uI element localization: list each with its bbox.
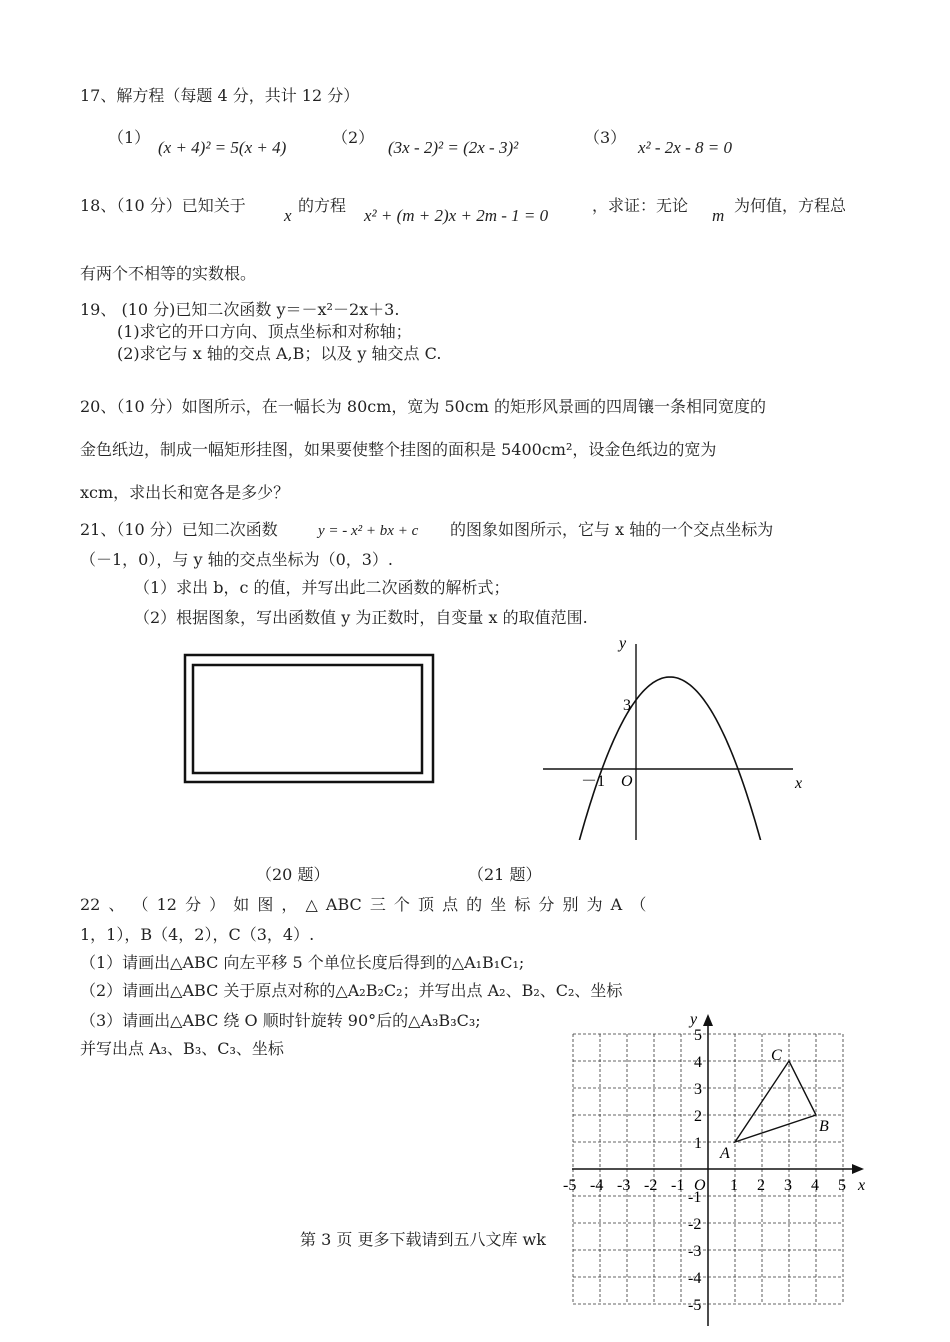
q20-line1: 20、（10 分）如图所示，在一幅长为 80cm，宽为 50cm 的矩形风景画的四周镶一条相同宽度的 xyxy=(80,397,767,416)
vertex-label-b: B xyxy=(819,1118,829,1135)
q17-num-1: （1） xyxy=(108,128,151,147)
q17-title: 17、解方程（每题 4 分，共计 12 分） xyxy=(80,86,360,105)
x-tick-label: -5 xyxy=(563,1177,577,1194)
x-tick-label: -3 xyxy=(617,1177,631,1194)
vertex-label-c: C xyxy=(771,1047,782,1064)
q21-line2: （－1，0），与 y 轴的交点坐标为（0，3）. xyxy=(80,550,394,569)
y-tick-label: -3 xyxy=(688,1243,702,1260)
origin-label: O xyxy=(621,773,633,790)
y-tick-label: 4 xyxy=(694,1054,702,1071)
y-tick-label: 2 xyxy=(694,1108,702,1125)
frame-outer xyxy=(185,655,433,782)
grid-origin: O xyxy=(694,1177,706,1194)
y-tick-label: 3 xyxy=(694,1081,702,1098)
q20-line2: 金色纸边，制成一幅矩形挂图，如果要使整个挂图的面积是 5400cm²，设金色纸边的宽为 xyxy=(80,440,717,459)
y-tick-label: 1 xyxy=(694,1135,702,1152)
q17-equation-3: x² - 2x - 8 = 0 xyxy=(638,138,732,157)
q22-line1: 22 、 （ 12 分 ） 如 图 ， △ ABC 三 个 顶 点 的 坐 标 分 别 为 A （ xyxy=(80,895,647,914)
grid-x-label: x xyxy=(858,1177,866,1194)
q18-equation: x² + (m + 2)x + 2m - 1 = 0 xyxy=(364,206,549,225)
q18-var-m: m xyxy=(712,206,725,225)
q19-part1: (1)求它的开口方向、顶点坐标和对称轴； xyxy=(117,322,412,341)
q19-part2: (2)求它与 x 轴的交点 A,B；以及 y 轴交点 C. xyxy=(117,344,442,363)
q21-line1b: 的图象如图所示，它与 x 轴的一个交点坐标为 xyxy=(450,520,774,539)
tick-label-neg1: －1 xyxy=(581,773,606,790)
x-tick-label: 2 xyxy=(757,1177,765,1194)
q18-mid: 的方程 xyxy=(298,196,347,215)
x-axis-arrow xyxy=(852,1164,864,1174)
triangle-abc xyxy=(735,1061,816,1142)
q19-title: 19、 (10 分)已知二次函数 y＝－x²－2x＋3. xyxy=(80,300,400,319)
q18-tail2: 为何值，方程总 xyxy=(734,196,847,215)
q18-line2: 有两个不相等的实数根。 xyxy=(80,264,257,283)
x-tick-label: -1 xyxy=(671,1177,685,1194)
tick-label-3: 3 xyxy=(623,697,631,714)
q21-part2: （2）根据图象，写出函数值 y 为正数时，自变量 x 的取值范围. xyxy=(134,608,588,627)
q22-part2: （2）请画出△ABC 关于原点对称的△A₂B₂C₂；并写出点 A₂、B₂、C₂、坐标 xyxy=(80,981,623,1000)
q17-equation-2: (3x - 2)² = (2x - 3)² xyxy=(388,138,519,157)
page-footer: 第 3 页 更多下载请到五八文库 wk xyxy=(300,1230,546,1249)
figure-21-graph xyxy=(535,628,820,840)
x-tick-label: -2 xyxy=(644,1177,658,1194)
q17-num-2: （2） xyxy=(332,128,375,147)
grid-y-label: y xyxy=(690,1011,698,1028)
q17-num-3: （3） xyxy=(584,128,627,147)
q17-equation-1: (x + 4)² = 5(x + 4) xyxy=(158,138,287,157)
caption-fig20: （20 题） xyxy=(256,865,330,884)
x-tick-label: 1 xyxy=(730,1177,738,1194)
q22-line2: 1，1），B（4，2），C（3，4）. xyxy=(80,925,315,944)
y-axis-label: y xyxy=(619,635,627,652)
y-tick-label: -5 xyxy=(688,1297,702,1314)
y-tick-label: 5 xyxy=(694,1027,702,1044)
vertex-label-a: A xyxy=(720,1145,730,1162)
y-tick-label: -2 xyxy=(688,1216,702,1233)
q21-function: y = - x² + bx + c xyxy=(318,523,419,539)
q18-lead: 18、（10 分）已知关于 xyxy=(80,196,246,215)
q21-part1: （1）求出 b，c 的值，并写出此二次函数的解析式； xyxy=(134,578,510,597)
frame-inner xyxy=(193,665,422,773)
figure-20-frame xyxy=(182,652,438,786)
q20-line3: xcm，求出长和宽各是多少？ xyxy=(80,483,290,502)
y-tick-labels xyxy=(688,1027,702,1314)
x-tick-label: -4 xyxy=(590,1177,604,1194)
x-tick-label: 5 xyxy=(838,1177,846,1194)
q22-part1: （1）请画出△ABC 向左平移 5 个单位长度后得到的△A₁B₁C₁; xyxy=(80,953,525,972)
q21-line1a: 21、（10 分）已知二次函数 xyxy=(80,520,278,539)
figure-22-grid xyxy=(560,1010,880,1330)
x-tick-label: 3 xyxy=(784,1177,792,1194)
q22-part3: （3）请画出△ABC 绕 O 顺时针旋转 90°后的△A₃B₃C₃; xyxy=(80,1011,481,1030)
q22-part4: 并写出点 A₃、B₃、C₃、坐标 xyxy=(80,1039,284,1058)
y-tick-label: -1 xyxy=(688,1189,702,1206)
q18-tail: ，求证：无论 xyxy=(592,196,689,215)
parabola-curve xyxy=(571,677,768,840)
y-axis-arrow xyxy=(703,1014,713,1026)
y-tick-label: -4 xyxy=(688,1270,702,1287)
x-tick-label: 4 xyxy=(811,1177,819,1194)
caption-fig21: （21 题） xyxy=(468,865,542,884)
x-axis-label: x xyxy=(795,775,803,792)
q18-var-x: x xyxy=(284,206,292,225)
